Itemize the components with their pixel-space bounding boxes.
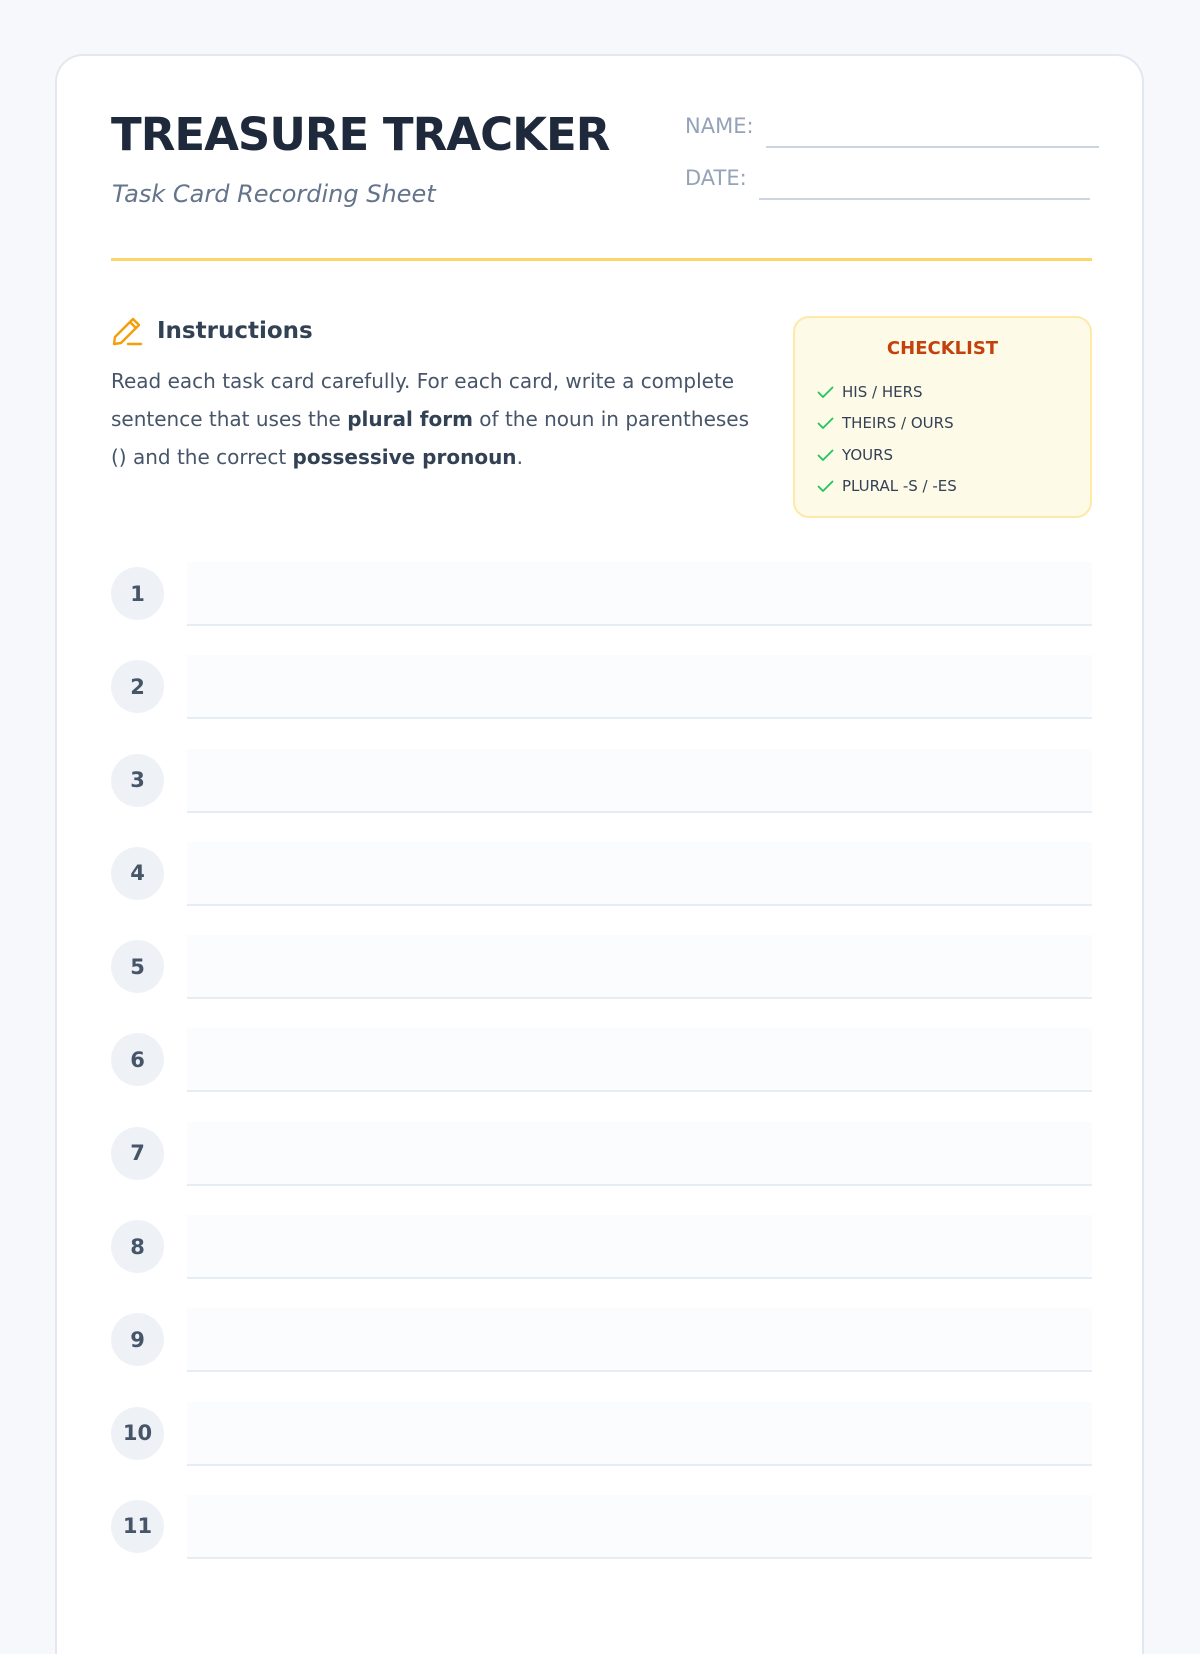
date-field [685,166,1090,190]
answer-field[interactable] [187,1308,1092,1372]
checklist-title: CHECKLIST [886,338,999,359]
name-field [685,114,1099,138]
answer-row [111,659,1092,752]
date-input-line[interactable] [759,198,1090,200]
instructions-bold-pronoun: possessive pronoun [292,445,517,469]
answer-field[interactable] [187,1122,1092,1186]
instructions-heading [111,315,313,347]
answer-field[interactable] [187,1402,1092,1466]
name-label: NAME: [685,114,754,138]
answer-field[interactable] [187,1495,1092,1559]
header-divider [111,258,1092,261]
name-input-line[interactable] [766,146,1099,148]
checklist-box [793,316,1092,518]
checklist-item-label: THEIRS / OURS [842,414,954,433]
answer-row [111,1406,1092,1499]
pencil-icon [111,315,143,347]
checklist-item-label: PLURAL -S / -ES [842,477,957,496]
row-number: 8 [111,1220,164,1273]
row-number: 4 [111,847,164,900]
answer-row [111,566,1092,659]
checklist-item [817,439,957,471]
worksheet-card [55,54,1144,1654]
answer-row [111,1126,1092,1219]
answer-rows [111,566,1092,1592]
row-number: 9 [111,1313,164,1366]
instructions-title: Instructions [157,318,313,344]
row-number: 1 [111,567,164,620]
check-icon [817,416,834,430]
checklist-item [817,471,957,503]
row-number: 5 [111,940,164,993]
answer-field[interactable] [187,749,1092,813]
answer-field[interactable] [187,1028,1092,1092]
answer-row [111,846,1092,939]
row-number: 7 [111,1127,164,1180]
answer-field[interactable] [187,935,1092,999]
answer-row [111,1312,1092,1405]
check-icon [817,385,834,399]
answer-field[interactable] [187,1215,1092,1279]
answer-row [111,753,1092,846]
instructions-text [111,362,751,476]
check-icon [817,479,834,493]
answer-field[interactable] [187,842,1092,906]
answer-row [111,1219,1092,1312]
checklist-item [817,376,957,408]
row-number: 11 [111,1500,164,1553]
check-icon [817,448,834,462]
checklist-item-label: HIS / HERS [842,382,923,401]
checklist-item [817,408,957,440]
checklist-item-label: YOURS [842,445,894,464]
answer-field[interactable] [187,562,1092,626]
answer-row [111,1032,1092,1125]
row-number: 10 [111,1407,164,1460]
answer-row [111,939,1092,1032]
instructions-text-part: Read each task card carefully. For each card, write a complete sentence that uses the [111,369,735,431]
checklist-items [817,376,957,502]
answer-field[interactable] [187,655,1092,719]
row-number: 3 [111,754,164,807]
date-label: DATE: [685,166,747,190]
row-number: 6 [111,1033,164,1086]
page-subtitle: Task Card Recording Sheet [112,180,436,208]
row-number: 2 [111,660,164,713]
answer-row [111,1499,1092,1592]
instructions-text-part: of the noun in parentheses () and the correct [111,407,750,469]
instructions-text-part: . [516,445,523,469]
page-title: TREASURE TRACKER [111,108,610,161]
instructions-bold-plural: plural form [347,407,473,431]
